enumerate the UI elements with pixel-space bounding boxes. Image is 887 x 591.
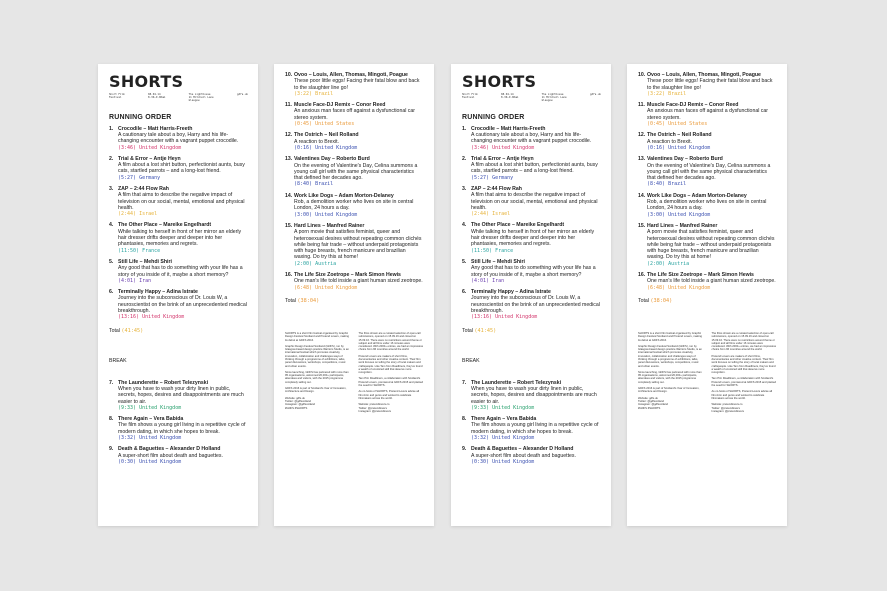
film-title: There Again – Vera Babida <box>118 416 184 423</box>
film-runtime-country: (8:40) Brazil <box>294 181 334 188</box>
film-entry <box>109 186 248 217</box>
note-paragraph: Since launching, GDFS has partnered with more than 95 organisations, welcomed 20,000+ participants, attendees and visitors, with the 2015 programme completely selling out. <box>285 370 349 384</box>
film-title: Valentines Day – Roberto Burd <box>647 156 723 163</box>
film-number: 13. <box>285 156 293 163</box>
note-paragraph: As co-hosts of SHORTS, Pretend Lovers advise all film-form and genre and worked to celebrate filmmakers across the world. <box>358 390 420 400</box>
film-runtime-country: (0:16) United Kingdom <box>294 144 358 151</box>
film-body <box>471 380 601 411</box>
film-number: 2. <box>462 155 467 162</box>
film-number: 9. <box>462 446 467 453</box>
film-runtime-country: (0:30) United Kingdom <box>471 458 535 465</box>
film-body <box>294 72 424 97</box>
film-runtime-country: (11:50) France <box>118 247 161 254</box>
film-number: 6. <box>109 289 114 296</box>
film-entry <box>285 102 424 127</box>
film-body <box>471 259 601 284</box>
note-paragraph: SHORTS is a short film festival organised by Graphic Design Festival Scotland and Pretend Lovers, making its debut at GDFS 2016. <box>285 331 349 342</box>
film-description: A reaction to Brexit. <box>294 138 339 145</box>
note-paragraph: Graphic Design Festival Scotland (GDFS), run by Glasgow-based design practice Warriors Studio, is an international festival which promotes creativity, innovation, collaboration and challenges ways of thinking through a programme of exhibitions, talks, panel discussions, workshops, competitions, music and urban events. <box>638 344 702 368</box>
note-paragraph: GDFS 2016 is part of Scotland's Year of Innovation, Architecture and Design. <box>638 387 700 394</box>
film-description: When you have to wash your dirty linen in public, secrets, hopes, desires and disappointments are much easier to air. <box>471 385 597 405</box>
film-body <box>118 126 248 151</box>
total-row <box>109 328 248 334</box>
film-body <box>118 446 248 465</box>
film-number: 13. <box>638 156 646 163</box>
film-entry <box>109 126 248 151</box>
film-title: Death & Baguettes – Alexander D Holland <box>118 446 221 453</box>
note-paragraph: Website: gdfs.uk Twitter: @gdfscotland Instagram: @gdfscotland #GDFS #SHORTS <box>638 396 668 410</box>
film-description: On the evening of Valentine's Day, Celina summons a young call girl with the same physical characteristics that defined her decades ago. <box>647 162 771 182</box>
film-title: Still Life – Mehdi Shiri <box>471 258 525 265</box>
film-entry <box>462 259 601 284</box>
film-runtime-country: (9:33) United Kingdom <box>471 404 535 411</box>
film-body <box>118 156 248 181</box>
film-number: 8. <box>462 416 467 423</box>
film-entry <box>462 446 601 465</box>
film-entry <box>462 289 601 320</box>
film-body <box>647 272 777 291</box>
film-list-page2 <box>285 72 424 291</box>
meta-date: 08.04.14 8.30–9.00am <box>501 93 519 100</box>
film-number: 4. <box>462 222 467 229</box>
film-description: A porn movie that satisfies feminist, queer and heterosexual desires without repeating common clichés while being fair trade – without underpaid protagonists with huge breasts, french manicure and brazilian waxing. Do try this at home! <box>294 229 422 261</box>
meta-date: 08.04.14 8.30–9.00am <box>148 93 166 100</box>
film-description: A porn movie that satisfies feminist, queer and heterosexual desires without repeating common clichés while being fair trade – without underpaid protagonists with huge breasts, french manicure and brazilian waxing. Do try this at home! <box>647 229 775 261</box>
film-number: 14. <box>285 192 293 199</box>
shorts-logo: SHORTS <box>109 72 184 91</box>
film-number: 9. <box>109 446 114 453</box>
film-body <box>294 272 424 291</box>
film-runtime-country: (5:27) Germany <box>471 174 514 181</box>
note-paragraph: Tam Pirn Roadliners, a collaboration with Scotland's Pretend Lovers, premiered at GDFS 2015 and planted the seed for SHORTS. <box>711 377 777 388</box>
film-title: Terminally Happy – Adina Istrate <box>471 289 551 296</box>
total-label: Total <box>462 327 473 334</box>
film-entry <box>638 102 777 127</box>
film-entry <box>638 223 777 267</box>
film-body <box>294 156 424 187</box>
total-row <box>462 328 601 334</box>
film-title: The Launderette – Robert Telezynski <box>118 379 209 386</box>
film-runtime-country: (13:16) United Kingdom <box>118 314 185 321</box>
film-runtime-country: (3:32) United Kingdom <box>471 435 535 441</box>
film-number: 5. <box>462 258 467 265</box>
film-title: Muscle Face-DJ Remix – Conor Reed <box>294 102 386 109</box>
film-title: ZAP – 2:44 Flow Rah <box>118 185 169 192</box>
about-notes <box>638 332 777 416</box>
film-entry <box>285 193 424 218</box>
program-sheet-front <box>98 64 258 526</box>
note-paragraph: Website: gdfs.uk Twitter: @gdfscotland Instagram: @gdfscotland #GDFS #SHORTS <box>285 396 315 410</box>
notes-column-left <box>638 332 704 416</box>
film-title: Ovoo – Louis, Allen, Thomas, Mingoti, Poague <box>294 72 408 78</box>
film-body <box>471 289 601 320</box>
film-number: 10. <box>285 72 293 78</box>
film-runtime-country: (4:01) Iran <box>471 277 505 284</box>
film-entry <box>109 156 248 181</box>
break-label: BREAK <box>462 357 480 364</box>
event-meta <box>109 93 248 103</box>
film-title: Crocodile – Matt Harris-Freeth <box>471 125 546 132</box>
film-body <box>647 102 777 127</box>
total-value: (38:04) <box>297 297 320 304</box>
film-entry <box>109 222 248 253</box>
shorts-logo: SHORTS <box>462 72 537 91</box>
notes-column-right <box>359 332 425 416</box>
film-number: 2. <box>109 155 114 162</box>
note-paragraph: As co-hosts of SHORTS, Pretend Lovers advise all film-form and genre and worked to celebrate filmmakers across the world. <box>711 390 773 400</box>
film-description: A cautionary tale about a boy, Harry and his life-changing encounter with a vagrant puppet crocodile. <box>471 131 592 145</box>
film-body <box>471 126 601 151</box>
film-runtime-country: (2:44) Israel <box>118 211 158 218</box>
film-description: While talking to herself in front of her mirror an elderly hair dresser drifts deeper and deeper into her phantasies, memories and regrets. <box>118 228 242 248</box>
program-sheet-front-copy <box>451 64 611 526</box>
note-paragraph: Since launching, GDFS has partnered with more than 95 organisations, welcomed 20,000+ participants, attendees and visitors, with the 2015 programme completely selling out. <box>638 370 702 384</box>
film-entry <box>638 132 777 151</box>
film-runtime-country: (0:30) United Kingdom <box>118 458 182 465</box>
meta-venue: The Lighthouse 11 Mitchell Lane Glasgow <box>541 93 567 103</box>
film-description: One man's life told inside a giant human sized zeotrope. <box>294 278 423 285</box>
meta-website: gdfs.uk <box>237 93 248 96</box>
film-body <box>471 446 601 465</box>
film-runtime-country: (9:33) United Kingdom <box>118 404 182 411</box>
film-body <box>118 259 248 284</box>
film-description: The film shows a young girl living in a repetitive cycle of modern dating, in which she hopes to break. <box>471 422 599 435</box>
film-description: Any good that has to do something with your life has a story of you inside of it, maybe a short memory? <box>118 265 243 278</box>
film-entry <box>109 380 248 411</box>
film-runtime-country: (0:45) United States <box>647 121 708 128</box>
event-meta <box>462 93 601 103</box>
film-title: Trial & Error – Antje Heyn <box>471 155 534 162</box>
film-number: 14. <box>638 192 646 199</box>
film-description: Any good that has to do something with your life has a story of you inside of it, maybe a short memory? <box>471 265 596 278</box>
total-value: (41:45) <box>474 327 497 334</box>
film-number: 15. <box>285 222 293 229</box>
note-paragraph: SHORTS is a short film festival organised by Graphic Design Festival Scotland and Pretend Lovers, making its debut at GDFS 2016. <box>638 331 702 342</box>
film-number: 7. <box>462 379 467 386</box>
film-number: 8. <box>109 416 114 423</box>
film-description: The film shows a young girl living in a repetitive cycle of modern dating, in which she hopes to break. <box>118 422 246 435</box>
film-description: A cautionary tale about a boy, Harry and his life-changing encounter with a vagrant puppet crocodile. <box>118 131 239 145</box>
film-body <box>294 102 424 127</box>
film-entry <box>462 416 601 441</box>
film-runtime-country: (2:00) Austria <box>294 260 337 267</box>
film-title: Work Like Dogs – Adam Morton-Delaney <box>647 192 747 199</box>
film-entry <box>109 259 248 284</box>
film-list-part2 <box>109 380 248 466</box>
film-title: The Other Place – Mareike Engelhardt <box>471 222 565 229</box>
notes-column-left <box>285 332 351 416</box>
film-title: The Ostrich – Neil Rolland <box>294 132 359 139</box>
film-runtime-country: (2:00) Austria <box>647 260 690 267</box>
meta-venue: The Lighthouse 11 Mitchell Lane Glasgow <box>188 93 214 103</box>
meta-festival: Short Film Festival <box>109 93 125 100</box>
film-description: Rob, a demolition worker who lives on site in central London, 24 hours a day. <box>294 199 414 212</box>
total-row <box>285 298 424 304</box>
film-number: 1. <box>462 125 467 132</box>
note-paragraph: Website: pretendlovers.co Twitter: @pretendlovers Instagram: @pretendlovers <box>358 403 391 413</box>
film-entry <box>638 72 777 97</box>
film-body <box>294 223 424 267</box>
film-runtime-country: (6:48) United Kingdom <box>294 284 358 291</box>
film-body <box>471 416 601 441</box>
film-entry <box>462 222 601 253</box>
film-entry <box>462 156 601 181</box>
note-paragraph: Pretend Lovers are makers of short films, documentaries and other creative content. Their film work focuses on telling the story of local makers and craftspeople. Like Tam from Roadliners, they've found a wealth of unnoticed skill that deserve more recognition. <box>711 354 776 375</box>
film-body <box>647 193 777 218</box>
film-description: Journey into the subconscious of Dr. Louis W, a neuroscientist on the brink of an unprecedented medical breakthrough. <box>118 295 247 315</box>
film-entry <box>285 223 424 267</box>
film-runtime-country: (3:32) United Kingdom <box>118 435 182 441</box>
film-entry <box>462 126 601 151</box>
film-title: There Again – Vera Babida <box>471 416 537 423</box>
film-description: These poor little eggs! Facing their fatal blow and back to the slaughter line go! <box>294 78 420 91</box>
film-title: ZAP – 2:44 Flow Rah <box>471 185 522 192</box>
film-title: Still Life – Mehdi Shiri <box>118 258 172 265</box>
film-title: Hard Lines – Manfred Rainer <box>294 222 365 229</box>
note-paragraph: Website: pretendlovers.co Twitter: @pretendlovers Instagram: @pretendlovers <box>711 403 744 413</box>
program-sheet-back-copy <box>627 64 787 526</box>
film-number: 12. <box>285 132 293 139</box>
film-runtime-country: (3:22) Brazil <box>647 90 687 97</box>
film-title: The Launderette – Robert Telezynski <box>471 379 562 386</box>
film-runtime-country: (3:00) United Kingdom <box>294 211 358 218</box>
note-paragraph: The films shown are a curated selection of open-call submissions, opened on 15.09.16 and closed on 15.09.16. There were no restrictions around theme or subject and all films under 16 minutes were considered. With 2000+ entries, we had an impressive choice from 96 countries around the world. <box>358 331 424 352</box>
program-sheet-back <box>274 64 434 526</box>
film-description: A reaction to Brexit. <box>647 138 692 145</box>
film-runtime-country: (11:50) France <box>471 247 514 254</box>
note-paragraph: The films shown are a curated selection of open-call submissions, opened on 15.09.16 and closed on 15.09.16. There were no restrictions around theme or subject and all films under 16 minutes were considered. With 2000+ entries, we had an impressive choice from 96 countries around the world. <box>711 331 777 352</box>
film-description: A super-short film about death and baguettes. <box>471 452 576 459</box>
film-description: While talking to herself in front of her mirror an elderly hair dresser drifts deeper and deeper into her phantasies, memories and regrets. <box>471 228 595 248</box>
film-body <box>647 132 777 151</box>
film-number: 6. <box>462 289 467 296</box>
film-title: Hard Lines – Manfred Rainer <box>647 222 718 229</box>
total-row <box>638 298 777 304</box>
film-runtime-country: (3:00) United Kingdom <box>647 211 711 218</box>
film-number: 10. <box>638 72 646 78</box>
film-entry <box>109 416 248 441</box>
film-runtime-country: (13:16) United Kingdom <box>471 314 538 321</box>
film-description: A film that aims to describe the negative impact of television on our social, mental, emotional and physical health. <box>118 192 245 211</box>
film-body <box>647 72 777 97</box>
film-title: Crocodile – Matt Harris-Freeth <box>118 125 193 132</box>
note-paragraph: Pretend Lovers are makers of short films, documentaries and other creative content. Their film work focuses on telling the story of local makers and craftspeople. Like Tam from Roadliners, they've found a wealth of unnoticed skill that deserve more recognition. <box>358 354 423 375</box>
film-entry <box>462 380 601 411</box>
film-body <box>471 186 601 217</box>
film-list-part2 <box>462 380 601 466</box>
film-description: A film that aims to describe the negative impact of television on our social, mental, emotional and physical health. <box>471 192 598 211</box>
break-label: BREAK <box>109 357 127 364</box>
film-body <box>118 186 248 217</box>
film-entry <box>638 193 777 218</box>
film-body <box>294 132 424 151</box>
total-label: Total <box>109 327 120 334</box>
about-notes <box>285 332 424 416</box>
film-number: 11. <box>638 102 645 109</box>
running-order-heading: RUNNING ORDER <box>462 113 525 121</box>
film-title: Work Like Dogs – Adam Morton-Delaney <box>294 192 394 199</box>
film-title: The Ostrich – Neil Rolland <box>647 132 712 139</box>
film-body <box>118 380 248 411</box>
film-entry <box>285 132 424 151</box>
film-title: The Other Place – Mareike Engelhardt <box>118 222 212 229</box>
film-number: 5. <box>109 258 114 265</box>
film-runtime-country: (0:16) United Kingdom <box>647 144 711 151</box>
film-description: A film about a lost shirt button, perfectionist aunts, busy cats, startled parrots – and a long-lost friend. <box>118 162 245 175</box>
running-order-heading: RUNNING ORDER <box>109 113 172 121</box>
film-description: Rob, a demolition worker who lives on site in central London, 24 hours a day. <box>647 199 767 212</box>
film-body <box>471 156 601 181</box>
film-list-part1 <box>109 126 248 321</box>
film-body <box>118 289 248 320</box>
film-number: 11. <box>285 102 292 109</box>
film-body <box>118 416 248 441</box>
total-label: Total <box>638 297 649 304</box>
film-number: 4. <box>109 222 114 229</box>
film-number: 3. <box>109 185 114 192</box>
film-body <box>471 222 601 253</box>
film-description: A film about a lost shirt button, perfectionist aunts, busy cats, startled parrots – and a long-lost friend. <box>471 162 598 175</box>
film-runtime-country: (3:22) Brazil <box>294 90 334 97</box>
film-description: A super-short film about death and baguettes. <box>118 452 223 459</box>
film-entry <box>285 272 424 291</box>
notes-column-right <box>712 332 778 416</box>
film-runtime-country: (3:46) United Kingdom <box>471 144 535 151</box>
note-paragraph: Tam Pirn Roadliners, a collaboration with Scotland's Pretend Lovers, premiered at GDFS 2015 and planted the seed for SHORTS. <box>358 377 424 388</box>
total-value: (38:04) <box>650 297 673 304</box>
film-number: 12. <box>638 132 646 139</box>
film-description: An anxious man faces off against a dysfunctional car stereo system. <box>294 108 416 121</box>
film-body <box>294 193 424 218</box>
film-description: Journey into the subconscious of Dr. Louis W, a neuroscientist on the brink of an unprecedented medical breakthrough. <box>471 295 600 315</box>
film-runtime-country: (8:40) Brazil <box>647 181 687 188</box>
film-description: On the evening of Valentine's Day, Celina summons a young call girl with the same physical characteristics that defined her decades ago. <box>294 162 418 182</box>
film-entry <box>638 156 777 187</box>
film-title: Death & Baguettes – Alexander D Holland <box>471 446 574 453</box>
film-runtime-country: (3:46) United Kingdom <box>118 144 182 151</box>
note-paragraph: GDFS 2016 is part of Scotland's Year of Innovation, Architecture and Design. <box>285 387 347 394</box>
note-paragraph: Graphic Design Festival Scotland (GDFS), run by Glasgow-based design practice Warriors Studio, is an international festival which promotes creativity, innovation, collaboration and challenges ways of thinking through a programme of exhibitions, talks, panel discussions, workshops, competitions, music and urban events. <box>285 344 349 368</box>
film-description: An anxious man faces off against a dysfunctional car stereo system. <box>647 108 769 121</box>
film-runtime-country: (5:27) Germany <box>118 174 161 181</box>
film-title: Muscle Face-DJ Remix – Conor Reed <box>647 102 739 109</box>
film-title: Terminally Happy – Adina Istrate <box>118 289 198 296</box>
film-body <box>647 156 777 187</box>
film-runtime-country: (2:44) Israel <box>471 211 511 218</box>
film-runtime-country: (6:48) United Kingdom <box>647 284 711 291</box>
film-number: 16. <box>638 272 646 279</box>
film-title: Valentines Day – Roberto Burd <box>294 156 370 163</box>
film-list-part1 <box>462 126 601 321</box>
film-entry <box>109 446 248 465</box>
film-title: The Life Size Zoetrope – Mark Simon Hewis <box>647 272 754 279</box>
film-title: Ovoo – Louis, Allen, Thomas, Mingoti, Poague <box>647 72 761 78</box>
film-number: 3. <box>462 185 467 192</box>
film-list-page2 <box>638 72 777 291</box>
film-number: 16. <box>285 272 293 279</box>
film-entry <box>109 289 248 320</box>
meta-festival: Short Film Festival <box>462 93 478 100</box>
film-description: When you have to wash your dirty linen in public, secrets, hopes, desires and disappointments are much easier to air. <box>118 385 244 405</box>
film-number: 7. <box>109 379 114 386</box>
film-title: The Life Size Zoetrope – Mark Simon Hewis <box>294 272 401 279</box>
film-number: 15. <box>638 222 646 229</box>
film-entry <box>285 72 424 97</box>
film-entry <box>285 156 424 187</box>
film-body <box>118 222 248 253</box>
film-body <box>647 223 777 267</box>
film-entry <box>638 272 777 291</box>
film-description: These poor little eggs! Facing their fatal blow and back to the slaughter line go! <box>647 78 773 91</box>
film-title: Trial & Error – Antje Heyn <box>118 155 181 162</box>
meta-website: gdfs.uk <box>590 93 601 96</box>
film-description: One man's life told inside a giant human sized zeotrope. <box>647 278 776 285</box>
film-runtime-country: (4:01) Iran <box>118 277 152 284</box>
total-label: Total <box>285 297 296 304</box>
total-value: (41:45) <box>121 327 144 334</box>
film-runtime-country: (0:45) United States <box>294 121 355 128</box>
film-number: 1. <box>109 125 114 132</box>
film-entry <box>462 186 601 217</box>
